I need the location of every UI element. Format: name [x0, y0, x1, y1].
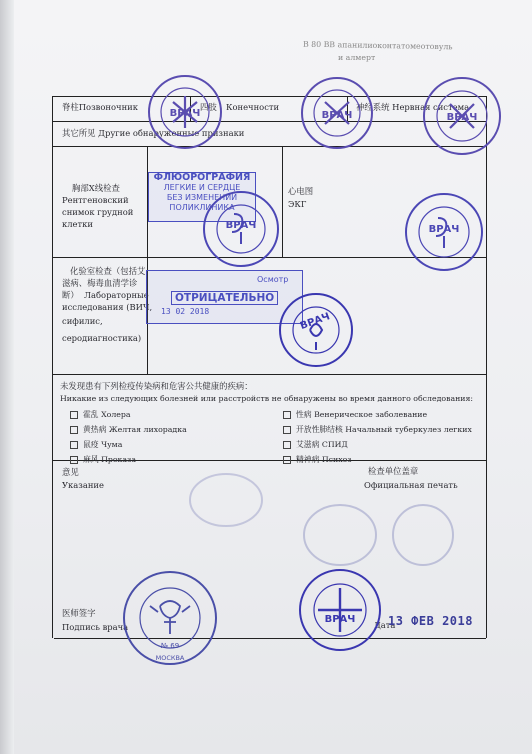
official-seal-ru: Официальная печать	[364, 480, 458, 490]
diseases-heading-ru: Никакие из следующих болезней или расстройств не обнаружены во время данного обследования:	[60, 394, 474, 403]
disease-item-right-3: 艾滋病 СПИД	[283, 439, 348, 450]
disease-item-left-1: 霍乱 Холера	[70, 409, 131, 420]
disease-item-left-3: 鼠疫 Чума	[70, 439, 122, 450]
fluorography-stamp: ФЛЮОРОГРАФИЯ ЛЕГКИЕ И СЕРДЦЕ БЕЗ ИЗМЕНЕНИЙ ПОЛИКЛИНИКА	[148, 172, 256, 222]
diseases-heading-cn: 未发现患有下列检疫传染病和危害公共健康的疾病：	[60, 381, 253, 391]
doctor-round-stamp-6	[276, 290, 356, 370]
lab-result-stamp: Осмотр ОТРИЦАТЕЛЬНО 13 02 2018	[146, 270, 303, 324]
doctor-round-stamp-3	[420, 74, 504, 158]
limbs-label: Конечности	[226, 102, 280, 112]
chest-xray-cn: 胸部X线检查	[72, 183, 120, 193]
ecg-cn: 心电图	[288, 186, 314, 196]
disease-item-left-2: 黄热病 Желтая лихорадка	[70, 424, 187, 435]
lab-ru-4: серодиагностика)	[62, 333, 142, 343]
other-findings-label: 其它所见 Другие обнаруженные признаки	[62, 128, 245, 138]
doctor-round-stamp-7	[296, 566, 384, 654]
limbs-cn-label: 四肢	[200, 102, 217, 112]
svg-text:ВРАЧ: ВРАЧ	[324, 614, 356, 625]
lab-stamp-date: 13 02 2018	[161, 307, 210, 316]
indication-ru: Указание	[62, 480, 104, 490]
lab-ru-2: исследования (ВИЧ,	[62, 302, 153, 312]
disease-item-right-2: 开放性肺结核 Начальный туберкулез легких	[283, 424, 472, 435]
disease-item-right-4: 精神病 Психоз	[283, 454, 352, 465]
svg-text:ВРАЧ: ВРАЧ	[298, 311, 332, 333]
date-stamp: 13 ФЕВ 2018	[388, 614, 473, 628]
checkbox-icon	[283, 411, 291, 419]
faded-stamp-3	[186, 470, 266, 530]
doctor-round-stamp-4	[200, 188, 282, 270]
ecg-ru: ЭКГ	[288, 199, 307, 209]
chest-xray-ru-2: снимок грудной	[62, 207, 134, 217]
doctor-round-stamp-5	[402, 190, 486, 274]
svg-text:МОСКВА: МОСКВА	[155, 654, 185, 662]
lab-ru-3: сифилис,	[62, 316, 103, 326]
spine-label: 脊柱Позвоночник	[62, 102, 138, 112]
official-seal-cn: 检查单位盖章	[368, 466, 419, 476]
checkbox-icon	[283, 426, 291, 434]
faint-header-text-1: B 80 ВВ апанилиоконтатомеотовуль	[302, 39, 453, 52]
svg-text:ВРАЧ: ВРАЧ	[169, 108, 201, 119]
disease-item-left-4: 麻风 Проказа	[70, 454, 136, 465]
lab-cn-1: 化验室检查（包括艾	[70, 266, 146, 276]
checkbox-icon	[283, 456, 291, 464]
doctor-signature-ru: Подпись врача	[62, 622, 129, 632]
faded-stamp-2	[388, 500, 458, 570]
disease-item-right-1: 性病 Венерическое заболевание	[283, 409, 427, 420]
svg-text:ВРАЧ: ВРАЧ	[321, 110, 353, 121]
indication-cn: 意见	[62, 467, 79, 477]
nervous-system-label: 神经系统 Нервная система	[356, 102, 470, 112]
checkbox-icon	[70, 411, 78, 419]
doctor-round-stamp-1	[145, 72, 225, 152]
date-label: Дата	[374, 620, 396, 630]
chest-xray-ru-1: Рентгеновский	[62, 195, 129, 205]
ministry-seal	[120, 566, 220, 672]
lab-cn-3: 断）	[62, 290, 79, 300]
svg-text:ВРАЧ: ВРАЧ	[446, 112, 478, 123]
lab-cn-2: 滋病、梅毒血清学诊	[62, 278, 138, 288]
lab-ru-1: Лабораторные	[84, 290, 149, 300]
checkbox-icon	[70, 426, 78, 434]
doctor-round-stamp-2	[298, 74, 376, 152]
faint-header-text-2: и алмерт	[338, 53, 376, 62]
checkbox-icon	[70, 441, 78, 449]
svg-text:№ 69: № 69	[160, 642, 180, 650]
checkbox-icon	[283, 441, 291, 449]
svg-text:ВРАЧ: ВРАЧ	[428, 224, 460, 235]
chest-xray-ru-3: клетки	[62, 219, 93, 229]
faded-stamp-1	[300, 500, 380, 570]
negative-result-text: ОТРИЦАТЕЛЬНО	[171, 291, 278, 305]
checkbox-icon	[70, 456, 78, 464]
svg-text:ВРАЧ: ВРАЧ	[225, 220, 257, 231]
doctor-signature-cn: 医师签字	[62, 608, 96, 618]
